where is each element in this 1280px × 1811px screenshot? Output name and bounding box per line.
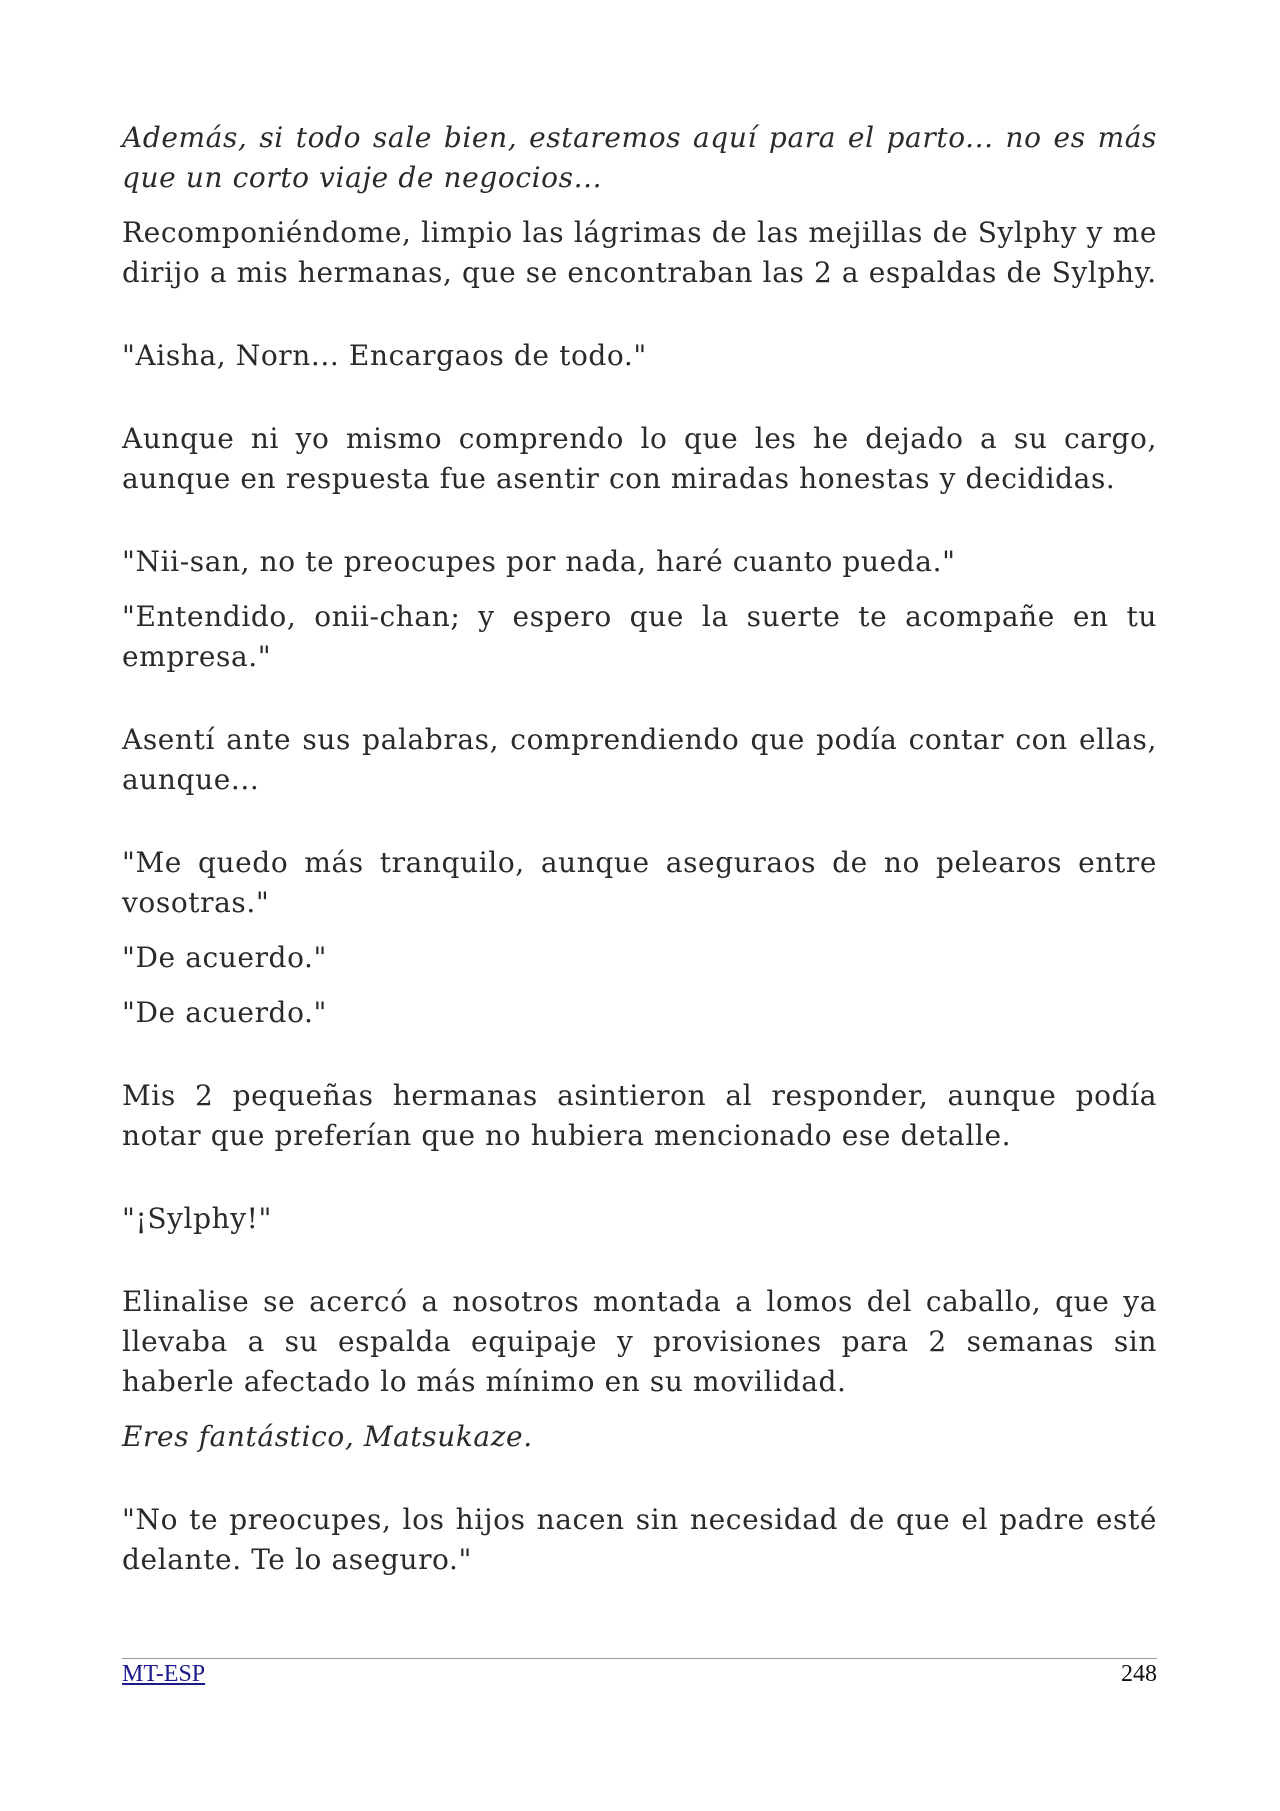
page-number: 248 — [1121, 1661, 1157, 1687]
paragraph-7: Asentí ante sus palabras, comprendiendo que podía contar con ellas, aunque... — [122, 723, 1157, 796]
paragraph-12: "¡Sylphy!" — [122, 1202, 272, 1235]
paragraph-13: Elinalise se acercó a nosotros montada a lomos del caballo, que ya llevaba a su espalda equipaje y provisiones para 2 semanas sin haberle afectado lo más mínimo en su movilidad. — [122, 1285, 1157, 1398]
paragraph-2: Recomponiéndome, limpio las lágrimas de las mejillas de Sylphy y me dirijo a mis hermanas, que se encontraban las 2 a espaldas de Sylphy. — [122, 216, 1157, 289]
paragraph-14: Eres fantástico, Matsukaze. — [122, 1420, 533, 1453]
paragraph-15: "No te preocupes, los hijos nacen sin necesidad de que el padre esté delante. Te lo aseguro." — [122, 1503, 1157, 1576]
paragraph-11: Mis 2 pequeñas hermanas asintieron al responder, aunque podía notar que preferían que no hubiera mencionado ese detalle. — [122, 1079, 1157, 1152]
paragraph-6: "Entendido, onii-chan; y espero que la suerte te acompañe en tu empresa." — [122, 600, 1157, 673]
paragraph-10: "De acuerdo." — [122, 996, 328, 1029]
paragraph-9: "De acuerdo." — [122, 941, 328, 974]
paragraph-4: Aunque ni yo mismo comprendo lo que les he dejado a su cargo, aunque en respuesta fue asentir con miradas honestas y decididas. — [122, 422, 1157, 495]
paragraph-8: "Me quedo más tranquilo, aunque aseguraos de no pelearos entre vosotras." — [122, 846, 1157, 919]
paragraph-5: "Nii-san, no te preocupes por nada, haré cuanto pueda." — [122, 545, 956, 578]
paragraph-3: "Aisha, Norn... Encargaos de todo." — [122, 339, 647, 372]
footer-site-link[interactable]: MT-ESP — [122, 1661, 206, 1687]
paragraph-1: Además, si todo sale bien, estaremos aquí para el parto... no es más que un corto viaje de negocios... — [122, 121, 1157, 194]
page-content — [122, 118, 1157, 1580]
page-footer — [122, 1658, 1157, 1687]
